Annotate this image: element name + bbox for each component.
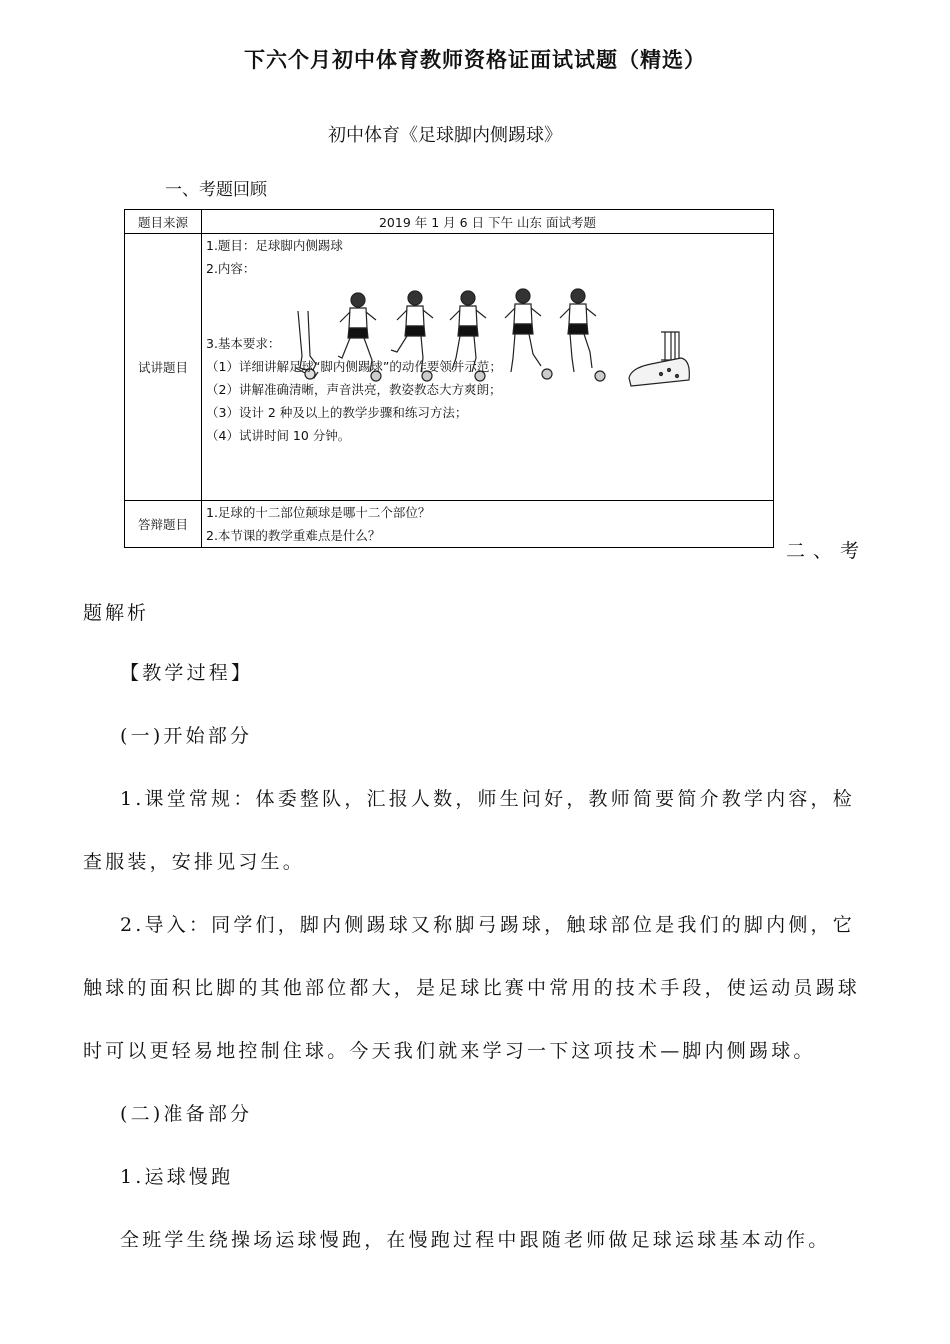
document-title: 下六个月初中体育教师资格证面试试题（精选） xyxy=(244,47,706,72)
exam-table xyxy=(124,209,774,548)
table-row xyxy=(125,501,774,548)
teaching-process-heading: 【教学过程】 xyxy=(120,662,254,684)
lecture-label: 试讲题目 xyxy=(125,234,202,501)
requirement-item: （4）试讲时间 10 分钟。 xyxy=(206,428,351,443)
paragraph-line: 1.课堂常规：体委整队，汇报人数，师生问好，教师简要简介教学内容，检 xyxy=(120,788,855,810)
part1-heading: (一)开始部分 xyxy=(120,725,253,747)
requirements-label: 3.基本要求： xyxy=(206,336,281,351)
requirement-item: （2）讲解准确清晰，声音洪亮，教姿教态大方爽朗； xyxy=(206,382,502,397)
lecture-content-label: 2.内容： xyxy=(206,261,256,276)
shoe-icon xyxy=(621,330,701,400)
defense-label: 答辩题目 xyxy=(125,501,202,548)
section-heading-review: 一、考题回顾 xyxy=(165,180,267,200)
table-row xyxy=(125,234,774,501)
paragraph-line: 触球的面积比脚的其他部位都大，是足球比赛中常用的技术手段，使运动员踢球 xyxy=(83,977,861,999)
paragraph-line: 1.运球慢跑 xyxy=(120,1166,234,1188)
paragraph-line: 查服装，安排见习生。 xyxy=(83,851,306,873)
source-label: 题目来源 xyxy=(125,210,202,234)
lecture-title: 1.题目：足球脚内侧踢球 xyxy=(206,238,343,253)
defense-item: 1.足球的十二部位颠球是哪十二个部位？ xyxy=(206,505,431,520)
requirement-item: （3）设计 2 种及以上的教学步骤和练习方法； xyxy=(206,405,468,420)
paragraph-line: 全班学生绕操场运球慢跑，在慢跑过程中跟随老师做足球运球基本动作。 xyxy=(120,1229,831,1251)
defense-item: 2.本节课的教学重难点是什么？ xyxy=(206,528,381,543)
part2-heading: (二)准备部分 xyxy=(120,1103,253,1125)
paragraph-line: 2.导入：同学们，脚内侧踢球又称脚弓踢球，触球部位是我们的脚内侧，它 xyxy=(120,914,855,936)
section-heading-analysis-part2: 题解析 xyxy=(83,602,150,624)
document-subtitle: 初中体育《足球脚内侧踢球》 xyxy=(328,125,562,146)
lecture-cell xyxy=(202,234,774,501)
requirement-item: （1）详细讲解足球“脚内侧踢球”的动作要领并示范； xyxy=(206,359,502,374)
source-value: 2019 年 1 月 6 日 下午 山东 面试考题 xyxy=(202,210,774,234)
paragraph-line: 时可以更轻易地控制住球。今天我们就来学习一下这项技术—脚内侧踢球。 xyxy=(83,1040,816,1062)
section-heading-analysis-part1: 二、考 xyxy=(786,540,868,562)
table-row xyxy=(125,210,774,234)
defense-cell xyxy=(202,501,774,548)
